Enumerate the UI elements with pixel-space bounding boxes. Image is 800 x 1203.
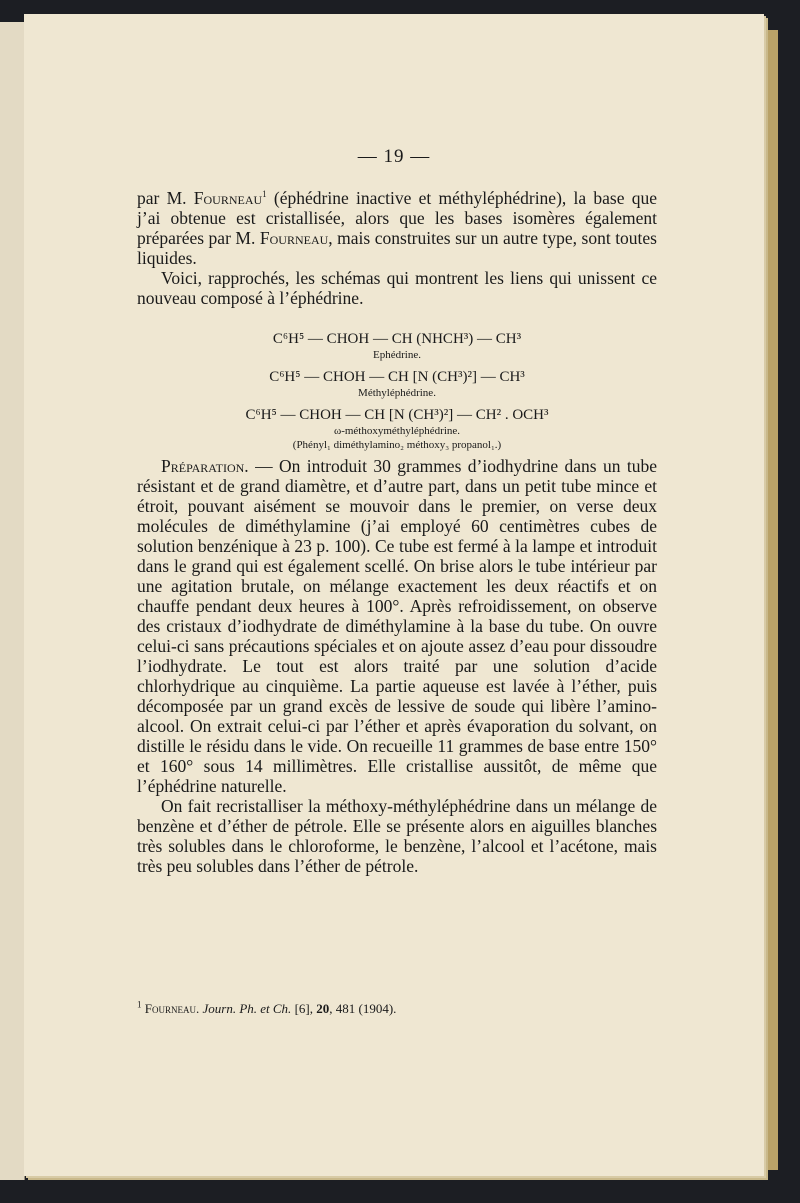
footnote-series: [6], bbox=[291, 1001, 317, 1016]
footnote bbox=[137, 1001, 657, 1017]
paragraph-schemas: Voici, rapprochés, les schémas qui montrent les liens qui unissent ce nouveau composé à l’éphédrine. bbox=[137, 268, 657, 308]
paragraph-intro bbox=[137, 188, 657, 308]
paragraph-preparation bbox=[137, 456, 657, 876]
text-fragment: , mais construites sur un autre type, sont toutes liquides. bbox=[137, 228, 657, 268]
formula-methylephedrine: C⁶H⁵ — CHOH — CH [N (CH³)²] — CH³ bbox=[269, 369, 525, 385]
footnote-marker: 1 bbox=[262, 189, 267, 200]
formula-label: ω-méthoxyméthyléphédrine. bbox=[333, 425, 461, 437]
paragraph-recrystallization: On fait recristalliser la méthoxy-méthyléphédrine dans un mélange de benzène et d’éther de pétrole. Elle se présente alors en aiguilles blanches très solubles dans le chloroforme, le benzène, l’alcool et l’acétone, mais très peu solubles dans l’éther de pétrole. bbox=[137, 796, 657, 876]
footnote-author: Fourneau. bbox=[141, 1001, 200, 1016]
text-fragment: (éphédrine inactive et méthyléphédrine), la base que j’ai obtenue est cristallisée, alors que les bases isomères également préparées par M. bbox=[137, 188, 657, 248]
footnote-volume: 20 bbox=[316, 1001, 330, 1016]
text-fragment: par M. bbox=[137, 188, 194, 208]
facing-page-edge bbox=[0, 22, 25, 1180]
formula-systematic-name: (Phényl₁ diméthylamino₂ méthoxy₃ propanol₁.) bbox=[292, 439, 502, 451]
paragraph-text: — On introduit 30 grammes d’iodhydrine dans un tube résistant et de grand diamètre, et d’autre part, dans un petit tube mince et étroit, pouvant aisément se mouvoir dans le premier, on verse deux molécules de diméthylamine (j’ai employé 60 centimètres cubes de solution benzénique à 23 p. 100). Ce tube est fermé à la lampe et introduit dans le grand qui est également scellé. On brise alors le tube intérieur par une agitation brutale, on mélange exactement les deux réactifs et on chauffe pendant deux heures à 100°. Après refroidissement, on observe des cristaux d’iodhydrate de diméthylamine à la base du tube. On ouvre celui-ci sans précautions spéciales et on ajoute assez d’eau pour dissoudre l’iodhydrate. Le tout est alors traité par une solution d’acide chlorhydrique au cinquième. La partie aqueuse est lavée à l’éther, puis décomposée par un grand excès de lessive de soude qui libère l’amino-alcool. On extrait celui-ci par l’éther et après évaporation du solvant, on distille le résidu dans le vide. On recueille 11 grammes de base entre 150° et 160° sous 14 millimètres. Elle cristallise aussitôt, de même que l’éphédrine naturelle. bbox=[137, 456, 657, 796]
section-heading: Préparation. bbox=[161, 456, 249, 476]
formula-methoxymethylephedrine: C⁶H⁵ — CHOH — CH [N (CH³)²] — CH² . OCH³ bbox=[245, 407, 549, 423]
page-number: — 19 — bbox=[357, 146, 431, 167]
footnote-marker: 1 bbox=[137, 999, 142, 1010]
author-name: Fourneau bbox=[259, 228, 329, 248]
book-page bbox=[24, 14, 764, 1176]
formula-block bbox=[137, 331, 657, 459]
formula-label: Ephédrine. bbox=[373, 349, 421, 361]
footnote-pages: , 481 (1904). bbox=[329, 1001, 397, 1016]
author-name: Fourneau bbox=[193, 188, 263, 208]
formula-ephedrine: C⁶H⁵ — CHOH — CH (NHCH³) — CH³ bbox=[272, 331, 522, 347]
footnote-journal: Journ. Ph. et Ch. bbox=[199, 1001, 292, 1016]
formula-label: Méthyléphédrine. bbox=[358, 387, 436, 399]
